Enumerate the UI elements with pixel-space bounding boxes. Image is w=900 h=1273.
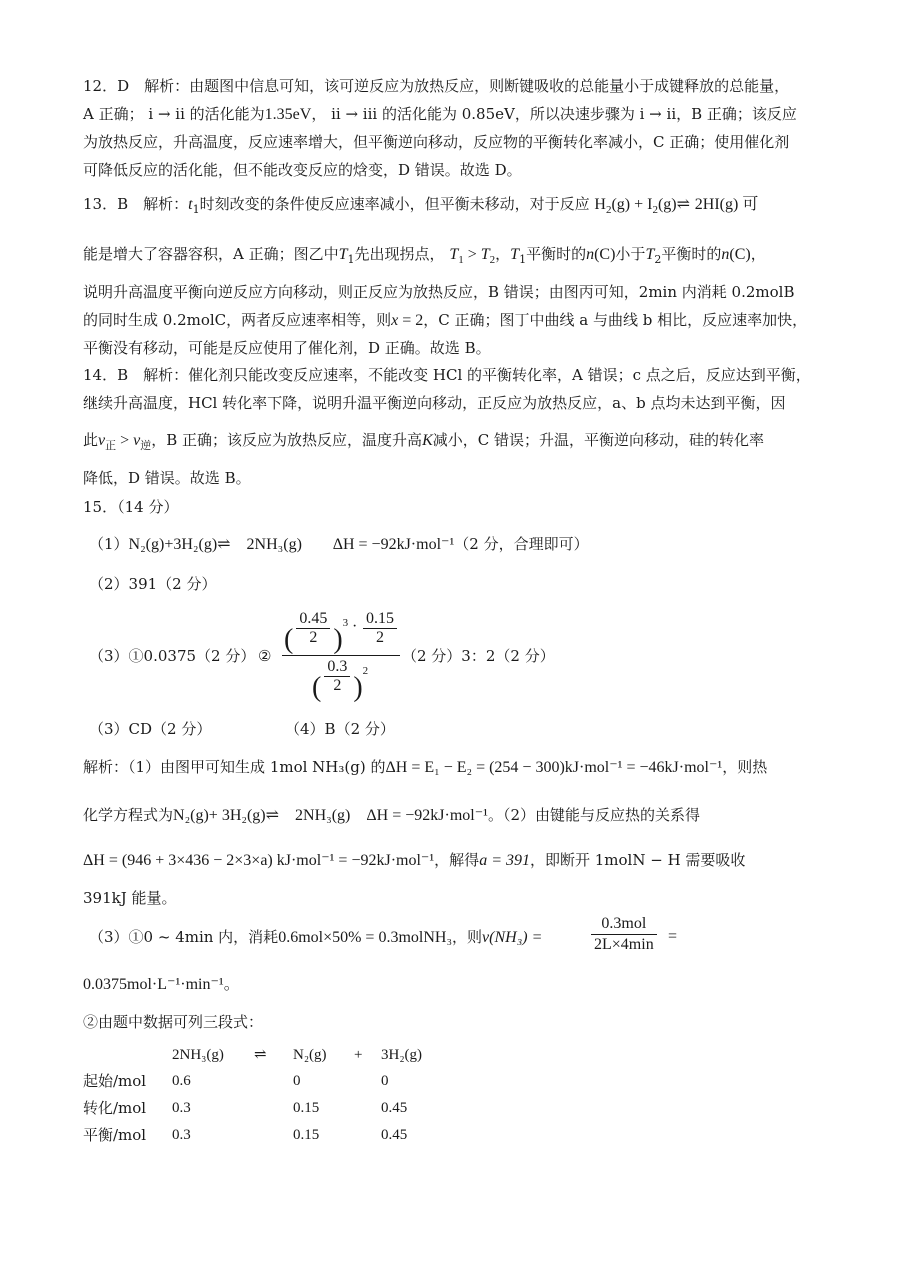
q13-l1a: 13．B 解析： [83, 195, 189, 213]
e1c: ，则热 [722, 758, 768, 776]
q13-l1b: 时刻改变的条件使反应速率减小，但平衡未移动，对于反应 [199, 195, 590, 213]
exp-line4: 391kJ 能量。 [83, 889, 177, 907]
q14-line2: 继续升高温度，HCl 转化率下降，说明升温平衡逆向移动，正反应为放热反应，a、b 点均未达到平衡，因 [83, 394, 786, 412]
q15-answer-1 [89, 534, 589, 555]
q12-line1: 12．D 解析：由题图中信息可知，该可逆反应为放热反应，则断键吸收的总能量小于成键释放的总能量， [83, 77, 790, 95]
tbl-r2-label: 转化/mol [83, 1099, 147, 1117]
frac-n2: 2 [309, 629, 318, 646]
tbl-r1-v3: 0 [381, 1073, 389, 1089]
e3d: ，即断开 1molN − H 需要吸收 [529, 851, 746, 869]
q12-l2b: i → ii 的活化能为 [148, 105, 265, 123]
q12-line2 [83, 104, 797, 125]
tbl-h5: 3H₂(g) [381, 1047, 423, 1063]
tbl-h1: 2NH₃(g) [172, 1047, 224, 1063]
q14-l3a: 此 [83, 431, 99, 449]
tbl-r1-label: 起始/mol [83, 1072, 147, 1090]
e3a: ΔH = (946 + 3×436 − 2×3×a) kJ·mol⁻¹ = −92kJ·mol⁻¹ [83, 852, 435, 869]
tbl-r2-v1: 0.3 [172, 1100, 191, 1116]
q13-l1c: 2HI(g) 可 [694, 196, 759, 213]
rate-num: 0.3mol [591, 914, 657, 935]
a1-enthalpy: ΔH = −92kJ·mol⁻¹ [332, 536, 455, 553]
tbl-r1-v1: 0.6 [172, 1073, 191, 1089]
q14-l3c: 减小，C 错误；升温，平衡逆向移动，硅的转化率 [432, 431, 764, 449]
q15-answer-2: （2）391（2 分） [89, 575, 217, 593]
q14-line1: 14．B 解析：催化剂只能改变反应速率，不能改变 HCl 的平衡转化率，A 错误；c 点之后，反应达到平衡， [83, 366, 811, 384]
tbl-h3: N₂(g) [293, 1047, 327, 1063]
e5d: v(NH₃) = [482, 929, 543, 946]
e3c: a = 391 [479, 852, 530, 869]
rate-den: 2L×4min [594, 936, 654, 953]
q15-heading: 15．（14 分） [83, 498, 179, 516]
frac-n3: 0.15 [363, 610, 397, 629]
tbl-h4: + [354, 1047, 363, 1063]
e2c: 。（2）由键能与反应热的关系得 [487, 806, 700, 824]
tbl-r1-v2: 0 [293, 1073, 301, 1089]
exp-line1 [83, 757, 767, 778]
e5c: ，则 [452, 928, 483, 946]
q13-l4b: ，C 正确；图丁中曲线 a 与曲线 b 相比，反应速率加快， [423, 311, 808, 329]
q15-answer-3-part1: （3）①0.0375（2 分） [89, 647, 256, 665]
e3b: ，解得 [434, 851, 480, 869]
q15-answer-3-part2: （2 分）3：2（2 分） [402, 647, 555, 665]
e5a: （3）①0 ~ 4min 内，消耗 [89, 928, 279, 946]
equilibrium-constant-fraction: ( $\frac{0.45}{2}$ )$^3$ · $\frac{0.15}{2}$ ( $\frac{0.3}{2}$ )$^2$ [282, 610, 400, 705]
q12-line4: 可降低反应的活化能，但不能改变反应的焓变，D 错误。故选 D。 [83, 161, 522, 179]
q14-line3: 此$v_正 > v_逆$，B 正确；该反应为放热反应，温度升高K减小，C 错误；升温，平衡逆向移动，硅的转化率 [83, 431, 764, 453]
q13-l2a: 能是增大了容器容积，A 正确；图乙中 [83, 245, 339, 263]
q13-l2c: 平衡时的 [526, 245, 587, 263]
e1a: 解析：（1）由图甲可知生成 1mol NH₃(g) 的 [83, 758, 386, 776]
tbl-r3-label: 平衡/mol [83, 1126, 147, 1144]
q12-l2e: ii → iii 的活化能为 0.85eV，所以决速步骤为 i → ii，B 正确；该反应 [331, 105, 797, 123]
tbl-r2-v3: 0.45 [381, 1100, 408, 1116]
tbl-r3-v2: 0.15 [293, 1127, 320, 1143]
q12-l2a: A 正确； [83, 105, 144, 123]
exp-line5 [89, 927, 542, 948]
exp-line7: ②由题中数据可列三段式： [83, 1013, 264, 1031]
tbl-r2-v2: 0.15 [293, 1100, 320, 1116]
e2b: N₂(g)+ 3H₂(g)⇌ 2NH₃(g) ΔH = −92kJ·mol⁻¹ [173, 807, 488, 824]
a1-equation: N₂(g)+3H₂(g)⇌ 2NH₃(g) [128, 536, 302, 553]
q13-l2b: 先出现拐点， [354, 245, 445, 263]
q13-l4a: 的同时生成 0.2molC，两者反应速率相等，则 [83, 311, 392, 329]
e5b: 0.6mol×50% = 0.3molNH₃ [278, 929, 453, 946]
q13-line5: 平衡没有移动，可能是反应使用了催化剂，D 正确。故选 B。 [83, 339, 491, 357]
e1b: ΔH = E₁ − E₂ = (254 − 300)kJ·mol⁻¹ = −46kJ·mol⁻¹ [385, 759, 723, 776]
q13-line4: 的同时生成 0.2molC，两者反应速率相等，则x = 2，C 正确；图丁中曲线 a 与曲线 b 相比，反应速率加快， [83, 311, 808, 329]
exp-line2 [83, 805, 700, 826]
frac-d1: 0.3 [324, 658, 350, 677]
q12-line3: 为放热反应，升高温度，反应速率增大，但平衡逆向移动，反应物的平衡转化率减小，C 正确；使用催化剂 [83, 133, 790, 151]
rate-equals: = [668, 928, 678, 945]
tbl-h2: ⇌ [254, 1047, 267, 1063]
tbl-r3-v1: 0.3 [172, 1127, 191, 1143]
q13-l2d: 小于 [615, 245, 646, 263]
circled-2: ② [258, 647, 272, 665]
frac-n1: 0.45 [296, 610, 330, 629]
q13-l2e: 平衡时的 [661, 245, 722, 263]
q13-line3: 说明升高温度平衡向逆反应方向移动，则正反应为放热反应，B 错误；由图丙可知，2min 内消耗 0.2molB [83, 283, 795, 301]
q13-line2: 能是增大了容器容积，A 正确；图乙中$T_1$先出现拐点， $T_1 > T_2$，$T_1$平衡时的n(C)小于$T_2$平衡时的n(C)， [83, 245, 766, 267]
q13-line1: 13．B 解析：$t_1$时刻改变的条件使反应速率减小，但平衡未移动，对于反应 $H_2(g)$ + $I_2(g)\rightleftharpoons$ 2HI(g) 可 [83, 195, 759, 217]
exp-line6: 0.0375mol·L⁻¹·min⁻¹。 [83, 976, 240, 993]
q15-answer-4: （4）B（2 分） [285, 720, 395, 738]
frac-d2: 2 [333, 677, 342, 694]
a1-score: （2 分，合理即可） [454, 535, 589, 553]
exp-line3 [83, 850, 745, 871]
q14-line4: 降低，D 错误。故选 B。 [83, 469, 251, 487]
tbl-r3-v3: 0.45 [381, 1127, 408, 1143]
e2a: 化学方程式为 [83, 806, 174, 824]
frac-n4: 2 [376, 629, 384, 646]
q14-l3b: ，B 正确；该反应为放热反应，温度升高 [151, 431, 423, 449]
q15-answer-3b: （3）CD（2 分） [89, 720, 212, 738]
q12-l2c: 1.35eV [264, 106, 312, 123]
rate-fraction [588, 914, 660, 955]
q12-l2d: ， [311, 105, 327, 123]
a1-label: （1） [89, 535, 129, 553]
